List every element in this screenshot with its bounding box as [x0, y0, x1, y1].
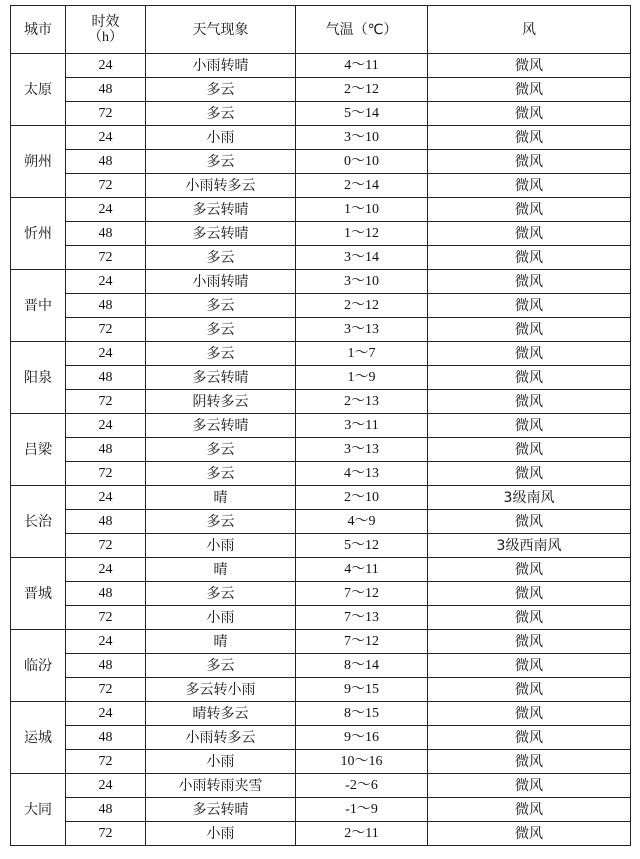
table-row [11, 774, 631, 798]
temperature-cell: 9～16 [296, 726, 428, 750]
table-row [11, 54, 631, 78]
city-cell: 阳泉 [11, 342, 66, 414]
validity-cell: 24 [66, 198, 146, 222]
weather-cell: 多云转晴 [146, 198, 296, 222]
header-city: 城市 [11, 6, 66, 54]
table-row [11, 822, 631, 846]
temperature-cell: 2～12 [296, 294, 428, 318]
table-row [11, 654, 631, 678]
city-cell: 忻州 [11, 198, 66, 270]
wind-cell: 微风 [428, 558, 631, 582]
table-row [11, 702, 631, 726]
temperature-cell: 2～13 [296, 390, 428, 414]
temperature-cell: 3～10 [296, 126, 428, 150]
table-row [11, 678, 631, 702]
weather-cell: 多云 [146, 318, 296, 342]
wind-cell: 微风 [428, 126, 631, 150]
wind-cell: 微风 [428, 102, 631, 126]
weather-cell: 小雨 [146, 822, 296, 846]
wind-cell: 微风 [428, 438, 631, 462]
weather-cell: 小雨 [146, 750, 296, 774]
wind-cell: 微风 [428, 678, 631, 702]
temperature-cell: 4～11 [296, 54, 428, 78]
wind-cell: 微风 [428, 462, 631, 486]
weather-cell: 多云转晴 [146, 414, 296, 438]
wind-cell: 微风 [428, 318, 631, 342]
weather-cell: 多云 [146, 438, 296, 462]
validity-cell: 24 [66, 486, 146, 510]
temperature-cell: 2～14 [296, 174, 428, 198]
weather-cell: 多云 [146, 342, 296, 366]
weather-cell: 晴转多云 [146, 702, 296, 726]
weather-cell: 小雨转晴 [146, 54, 296, 78]
table-row [11, 726, 631, 750]
city-cell: 大同 [11, 774, 66, 846]
table-row [11, 630, 631, 654]
validity-cell: 48 [66, 78, 146, 102]
city-cell: 吕梁 [11, 414, 66, 486]
validity-cell: 48 [66, 150, 146, 174]
table-row [11, 126, 631, 150]
validity-cell: 48 [66, 366, 146, 390]
temperature-cell: 3～11 [296, 414, 428, 438]
header-weather: 天气现象 [146, 6, 296, 54]
table-row [11, 270, 631, 294]
validity-cell: 72 [66, 822, 146, 846]
table-header [11, 6, 631, 54]
header-wind: 风 [428, 6, 631, 54]
weather-cell: 多云转晴 [146, 222, 296, 246]
temperature-cell: 4～9 [296, 510, 428, 534]
validity-cell: 72 [66, 606, 146, 630]
validity-cell: 72 [66, 318, 146, 342]
validity-cell: 24 [66, 558, 146, 582]
validity-cell: 24 [66, 54, 146, 78]
wind-cell: 微风 [428, 726, 631, 750]
temperature-cell: 3～13 [296, 318, 428, 342]
validity-cell: 24 [66, 270, 146, 294]
header-validity-label: 时效 [91, 13, 120, 30]
wind-cell: 微风 [428, 150, 631, 174]
weather-cell: 小雨 [146, 126, 296, 150]
wind-cell: 微风 [428, 510, 631, 534]
temperature-cell: 7～12 [296, 582, 428, 606]
validity-cell: 24 [66, 702, 146, 726]
wind-cell: 微风 [428, 390, 631, 414]
table-row [11, 534, 631, 558]
temperature-cell: -1～9 [296, 798, 428, 822]
wind-cell: 微风 [428, 654, 631, 678]
table-row [11, 798, 631, 822]
table-row [11, 174, 631, 198]
validity-cell: 48 [66, 438, 146, 462]
temperature-cell: 1～10 [296, 198, 428, 222]
wind-cell: 微风 [428, 582, 631, 606]
city-cell: 运城 [11, 702, 66, 774]
validity-cell: 48 [66, 222, 146, 246]
wind-cell: 微风 [428, 246, 631, 270]
temperature-cell: -2～6 [296, 774, 428, 798]
wind-cell: 微风 [428, 366, 631, 390]
wind-cell: 微风 [428, 222, 631, 246]
wind-cell: 微风 [428, 822, 631, 846]
wind-cell: 微风 [428, 270, 631, 294]
weather-cell: 晴 [146, 486, 296, 510]
wind-cell: 3级西南风 [428, 534, 631, 558]
temperature-cell: 2～12 [296, 78, 428, 102]
wind-cell: 微风 [428, 54, 631, 78]
validity-cell: 72 [66, 462, 146, 486]
header-validity [66, 6, 146, 54]
temperature-cell: 8～14 [296, 654, 428, 678]
wind-cell: 微风 [428, 294, 631, 318]
weather-cell: 多云转晴 [146, 366, 296, 390]
wind-cell: 微风 [428, 342, 631, 366]
wind-cell: 微风 [428, 198, 631, 222]
validity-cell: 72 [66, 750, 146, 774]
temperature-cell: 7～13 [296, 606, 428, 630]
table-row [11, 198, 631, 222]
temperature-cell: 0～10 [296, 150, 428, 174]
weather-cell: 多云 [146, 510, 296, 534]
wind-cell: 微风 [428, 798, 631, 822]
temperature-cell: 2～10 [296, 486, 428, 510]
weather-cell: 多云转小雨 [146, 678, 296, 702]
table-row [11, 486, 631, 510]
weather-cell: 多云 [146, 462, 296, 486]
weather-cell: 小雨转多云 [146, 174, 296, 198]
temperature-cell: 3～10 [296, 270, 428, 294]
table-row [11, 558, 631, 582]
validity-cell: 72 [66, 534, 146, 558]
wind-cell: 微风 [428, 606, 631, 630]
wind-cell: 3级南风 [428, 486, 631, 510]
table-row [11, 606, 631, 630]
header-temperature: 气温（℃） [296, 6, 428, 54]
weather-cell: 小雨 [146, 606, 296, 630]
wind-cell: 微风 [428, 702, 631, 726]
weather-cell: 小雨 [146, 534, 296, 558]
table-row [11, 342, 631, 366]
table-row [11, 294, 631, 318]
temperature-cell: 4～13 [296, 462, 428, 486]
weather-cell: 多云 [146, 78, 296, 102]
table-row [11, 246, 631, 270]
weather-cell: 多云 [146, 294, 296, 318]
temperature-cell: 10～16 [296, 750, 428, 774]
validity-cell: 72 [66, 390, 146, 414]
validity-cell: 24 [66, 630, 146, 654]
weather-cell: 晴 [146, 630, 296, 654]
validity-cell: 72 [66, 102, 146, 126]
validity-cell: 48 [66, 654, 146, 678]
validity-cell: 72 [66, 246, 146, 270]
temperature-cell: 5～12 [296, 534, 428, 558]
weather-cell: 小雨转多云 [146, 726, 296, 750]
city-cell: 临汾 [11, 630, 66, 702]
wind-cell: 微风 [428, 774, 631, 798]
header-validity-unit: （h） [88, 29, 123, 45]
weather-cell: 多云 [146, 102, 296, 126]
wind-cell: 微风 [428, 414, 631, 438]
validity-cell: 48 [66, 294, 146, 318]
city-cell: 太原 [11, 54, 66, 126]
city-cell: 长治 [11, 486, 66, 558]
header-row [11, 6, 631, 54]
temperature-cell: 3～13 [296, 438, 428, 462]
validity-cell: 72 [66, 174, 146, 198]
table-row [11, 318, 631, 342]
table-row [11, 390, 631, 414]
weather-cell: 多云 [146, 246, 296, 270]
table-row [11, 582, 631, 606]
weather-cell: 多云 [146, 150, 296, 174]
table-row [11, 462, 631, 486]
weather-cell: 晴 [146, 558, 296, 582]
validity-cell: 48 [66, 510, 146, 534]
validity-cell: 24 [66, 342, 146, 366]
validity-cell: 48 [66, 726, 146, 750]
temperature-cell: 9～15 [296, 678, 428, 702]
weather-cell: 多云 [146, 654, 296, 678]
validity-cell: 24 [66, 126, 146, 150]
weather-cell: 多云 [146, 582, 296, 606]
table-row [11, 510, 631, 534]
validity-cell: 48 [66, 582, 146, 606]
table-row [11, 366, 631, 390]
validity-cell: 24 [66, 774, 146, 798]
table-row [11, 438, 631, 462]
validity-cell: 24 [66, 414, 146, 438]
temperature-cell: 1～12 [296, 222, 428, 246]
city-cell: 朔州 [11, 126, 66, 198]
wind-cell: 微风 [428, 630, 631, 654]
table-row [11, 414, 631, 438]
wind-cell: 微风 [428, 174, 631, 198]
weather-cell: 阴转多云 [146, 390, 296, 414]
validity-cell: 48 [66, 798, 146, 822]
weather-cell: 小雨转晴 [146, 270, 296, 294]
temperature-cell: 2～11 [296, 822, 428, 846]
table-row [11, 750, 631, 774]
temperature-cell: 7～12 [296, 630, 428, 654]
weather-cell: 多云转晴 [146, 798, 296, 822]
temperature-cell: 3～14 [296, 246, 428, 270]
wind-cell: 微风 [428, 750, 631, 774]
weather-cell: 小雨转雨夹雪 [146, 774, 296, 798]
temperature-cell: 1～9 [296, 366, 428, 390]
table-row [11, 150, 631, 174]
temperature-cell: 8～15 [296, 702, 428, 726]
table-row [11, 102, 631, 126]
wind-cell: 微风 [428, 78, 631, 102]
temperature-cell: 5～14 [296, 102, 428, 126]
table-row [11, 222, 631, 246]
temperature-cell: 4～11 [296, 558, 428, 582]
forecast-table-wrapper [10, 5, 631, 846]
city-cell: 晋中 [11, 270, 66, 342]
city-cell: 晋城 [11, 558, 66, 630]
weather-forecast-table [10, 5, 631, 846]
validity-cell: 72 [66, 678, 146, 702]
temperature-cell: 1～7 [296, 342, 428, 366]
table-body [11, 54, 631, 846]
table-row [11, 78, 631, 102]
